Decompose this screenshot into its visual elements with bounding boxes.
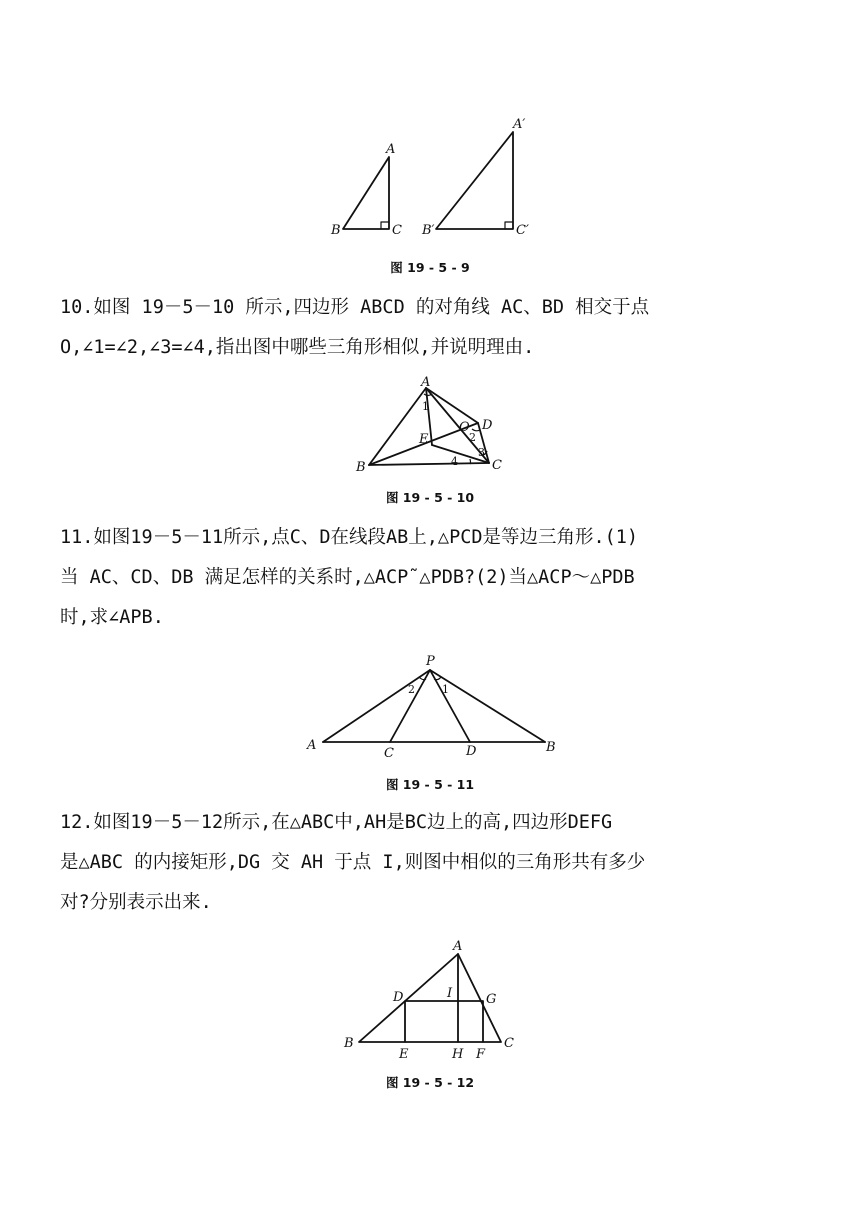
problem-12-line-1: 12.如图19－5－12所示,在△ABC中,AH是BC边上的高,四边形DEFG: [60, 812, 613, 833]
label-d: D: [466, 744, 477, 759]
label-b: B: [344, 1036, 354, 1051]
label-b: B: [331, 223, 341, 238]
triangle-a2b2c2: [436, 132, 513, 229]
problem-10: [60, 288, 780, 368]
label-d: D: [393, 990, 404, 1005]
side-bc: [369, 463, 489, 465]
label-c: C: [392, 223, 402, 238]
label-i: I: [447, 986, 453, 1001]
problem-11-line-3: 时,求∠APB.: [60, 607, 164, 628]
segment-pd: [430, 670, 470, 742]
label-a: A: [421, 375, 431, 390]
triangle-abc: [343, 157, 389, 229]
triangle-abc: [359, 954, 501, 1042]
label-b: B: [356, 460, 366, 475]
angle-arc-4: [470, 459, 471, 464]
segment-pc: [390, 670, 430, 742]
right-angle-mark-c: [381, 222, 389, 229]
label-b-prime: B′: [422, 223, 435, 238]
label-c: C: [492, 458, 502, 473]
figure-19-5-11: [295, 650, 570, 760]
figure-caption: 图 19 - 5 - 11: [385, 777, 475, 792]
problem-12-line-2: 是△ABC 的内接矩形,DG 交 AH 于点 I,则图中相似的三角形共有多少: [60, 852, 646, 873]
label-o: O: [459, 420, 470, 435]
angle-arc-1: [424, 394, 432, 396]
label-c: C: [504, 1036, 514, 1051]
right-angle-mark-c2: [505, 222, 513, 229]
problem-10-line-2: O,∠1=∠2,∠3=∠4,指出图中哪些三角形相似,并说明理由.: [60, 337, 535, 358]
label-c-prime: C′: [516, 223, 529, 238]
problem-11-line-1: 11.如图19－5－11所示,点C、D在线段AB上,△PCD是等边三角形.(1): [60, 527, 639, 548]
angle-label-3: 3: [478, 446, 485, 459]
label-a-prime: A′: [513, 117, 526, 132]
rectangle-defg: [405, 1001, 483, 1042]
label-c: C: [384, 746, 394, 761]
label-g: G: [486, 992, 497, 1007]
label-f: F: [476, 1047, 486, 1062]
figure-caption: 图 19 - 5 - 10: [385, 490, 475, 505]
angle-label-4: 4: [451, 455, 458, 468]
label-b: B: [546, 740, 556, 755]
label-p: P: [426, 654, 435, 669]
figure-caption: 图 19 - 5 - 9: [390, 260, 470, 275]
segment-pa: [323, 670, 430, 742]
label-h: H: [452, 1047, 464, 1062]
label-a: A: [453, 939, 463, 954]
figure-19-5-10: [350, 375, 520, 480]
segment-pb: [430, 670, 545, 742]
angle-label-1: 1: [422, 400, 429, 413]
label-d: D: [482, 418, 493, 433]
label-e: E: [399, 1047, 409, 1062]
label-a: A: [386, 142, 396, 157]
angle-label-2: 2: [408, 683, 415, 696]
figure-19-5-9: [320, 105, 560, 245]
figure-19-5-12: [335, 935, 525, 1065]
problem-10-line-1: 10.如图 19－5－10 所示,四边形 ABCD 的对角线 AC、BD 相交于点: [60, 297, 650, 318]
angle-label-1: 1: [442, 683, 449, 696]
problem-11: [60, 518, 780, 638]
problem-12: [60, 803, 780, 923]
figure-caption: 图 19 - 5 - 12: [385, 1075, 475, 1090]
label-a: A: [307, 738, 317, 753]
angle-label-2: 2: [469, 431, 476, 444]
label-e: E: [419, 432, 429, 447]
problem-11-line-2: 当 AC、CD、DB 满足怎样的关系时,△ACP˜△PDB?(2)当△ACP～△PDB: [60, 567, 635, 588]
problem-12-line-3: 对?分别表示出来.: [60, 892, 212, 913]
